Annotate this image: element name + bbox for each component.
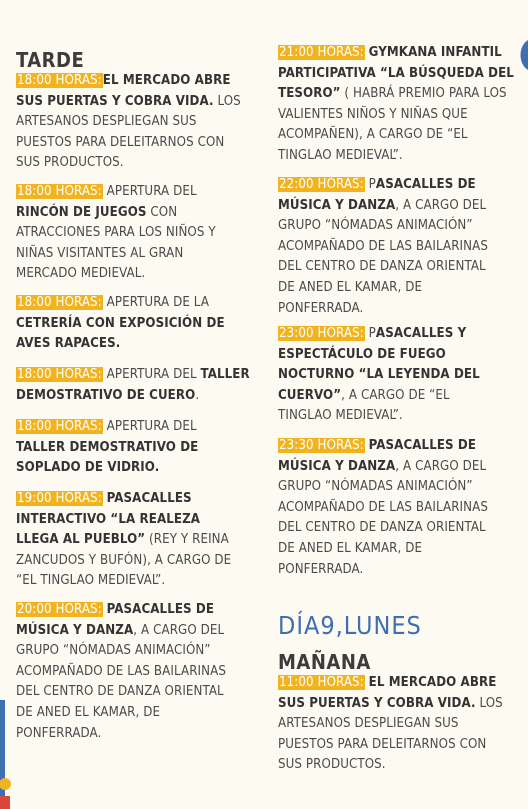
decorative-corner-bottom-left	[0, 700, 16, 809]
schedule-entry: 11:00 HORAS : EL MERCADO ABRE SUS PUERTAS Y COBRA VIDA. LOS ARTESANOS DESPLIEGAN SUS PUESTOS PARA DELEITARNOS CON SUS PRODUCTOS.	[278, 673, 508, 776]
schedule-entry: 18:00 HORAS : APERTURA DEL RINCÓN DE JUEGOS CON ATRACCIONES PARA LOS NIÑOS Y NIÑAS VISITANTES AL GRAN MERCADO MEDIEVAL.	[16, 182, 221, 285]
schedule-entry: 18:00 HORAS : EL MERCADO ABRE SUS PUERTAS Y COBRA VIDA. LOS ARTESANOS DESPLIEGAN SUS PUESTOS PARA DELEITARNOS CON SUS PRODUCTOS.	[16, 71, 244, 174]
time-badge: 18:00 HORAS :	[16, 295, 103, 310]
time-badge: 23:00 HORAS :	[278, 326, 365, 341]
time-badge: 18:00 HORAS :	[16, 419, 103, 434]
time-badge: 18:00 HORAS :	[16, 184, 103, 199]
schedule-entry: 18:00 HORAS : APERTURA DEL TALLER DEMOSTRATIVO DE SOPLADO DE VIDRIO.	[16, 417, 216, 479]
schedule-entry: 21:00 HORAS : GYMKANA INFANTIL PARTICIPATIVA “LA BÚSQUEDA DEL TESORO” ( HABRÁ PREMIO PARA LOS VALIENTES NIÑOS Y NIÑAS QUE ACOMPAÑEN), A CARGO DE “EL TINGLAO MEDIEVAL”.	[278, 43, 518, 167]
time-badge: 20:00 HORAS :	[16, 602, 103, 617]
schedule-entry: 23:30 HORAS : PASACALLES DE MÚSICA Y DANZA, A CARGO DEL GRUPO “NÓMADAS ANIMACIÓN” ACOMPAÑADO DE LAS BAILARINAS DEL CENTRO DE DANZA ORIENTAL DE ANED EL KAMAR, DE PONFERRADA.	[278, 436, 503, 580]
day-title: DÍA9,LUNES	[278, 611, 422, 640]
time-badge: 22:00 HORAS :	[278, 177, 365, 192]
time-badge: 21:00 HORAS :	[278, 45, 365, 60]
time-badge: 18:00 HORAS :	[16, 367, 103, 382]
section-heading-tarde: TARDE	[16, 48, 85, 72]
schedule-entry: 22:00 HORAS : PASACALLES DE MÚSICA Y DANZA, A CARGO DEL GRUPO “NÓMADAS ANIMACIÓN” ACOMPAÑADO DE LAS BAILARINAS DEL CENTRO DE DANZA ORIENTAL DE ANED EL KAMAR, DE PONFERRADA.	[278, 175, 503, 319]
schedule-entry: 23:00 HORAS : PASACALLES Y ESPECTÁCULO DE FUEGO NOCTURNO “LA LEYENDA DEL CUERVO”, A CARGO DE “EL TINGLAO MEDIEVAL”.	[278, 324, 503, 427]
time-badge: 23:30 HORAS :	[278, 438, 365, 453]
schedule-entry: 18:00 HORAS : APERTURA DEL TALLER DEMOSTRATIVO DE CUERO.	[16, 365, 250, 406]
section-heading-manana: MAÑANA	[278, 650, 371, 674]
schedule-entry: 18:00 HORAS : APERTURA DE LA CETRERÍA CON EXPOSICIÓN DE AVES RAPACES.	[16, 293, 230, 355]
time-badge: 18:00 HORAS :	[16, 73, 103, 88]
schedule-entry: 19:00 HORAS : PASACALLES INTERACTIVO “LA REALEZA LLEGA AL PUEBLO” (REY Y REINA ZANCUDOS Y BUFÓN), A CARGO DE “EL TINGLAO MEDIEVAL”.	[16, 489, 244, 592]
time-badge: 19:00 HORAS :	[16, 491, 103, 506]
time-badge: 11:00 HORAS :	[278, 675, 365, 690]
schedule-entry: 20:00 HORAS : PASACALLES DE MÚSICA Y DANZA, A CARGO DEL GRUPO “NÓMADAS ANIMACIÓN” ACOMPAÑADO DE LAS BAILARINAS DEL CENTRO DE DANZA ORIENTAL DE ANED EL KAMAR, DE PONFERRADA.	[16, 600, 244, 744]
